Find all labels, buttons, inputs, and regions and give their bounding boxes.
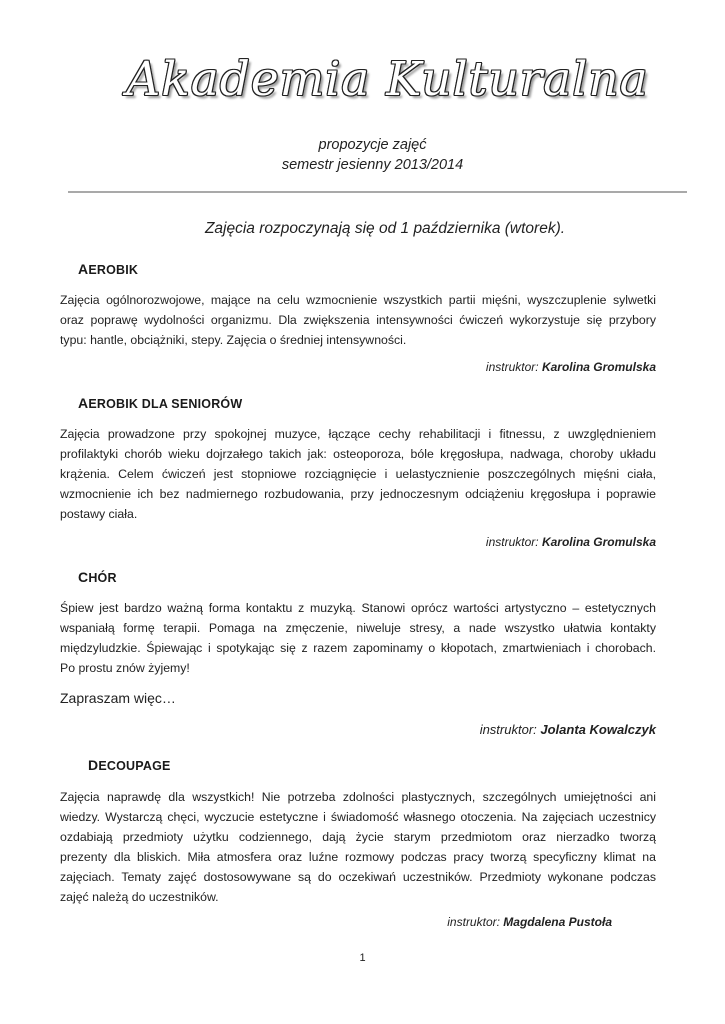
intro-text: Zajęcia rozpoczynają się od 1 października (wtorek). xyxy=(204,220,566,237)
heading-initial: D xyxy=(88,757,99,773)
header-divider xyxy=(68,191,687,193)
heading-initial: C xyxy=(78,569,89,585)
body-line: zajęć należą do uczestników. xyxy=(60,890,219,904)
heading-rest: HÓR xyxy=(88,571,117,585)
heading-initial: A xyxy=(78,261,89,277)
body-line: wiedzy. Wystarczą chęci, wyczucie estetyczne i świadomość własnego otoczenia. Na zajęciach uczestnicy xyxy=(60,810,656,824)
heading-rest: ECOUPAGE xyxy=(98,759,171,773)
choir-invitation: Zapraszam więc… xyxy=(60,690,176,706)
section-heading-aerobik-seniors xyxy=(78,395,242,411)
body-line: ozdabiają przedmioty użytku codziennego, dają życie starym przedmiotom oraz nierzadko tworzą xyxy=(60,830,656,844)
subtitle-line-1: propozycje zajęć xyxy=(318,137,427,153)
page-number: 1 xyxy=(359,952,366,964)
body-line: Zajęcia naprawdę dla wszystkich! Nie potrzeba zdolności plastycznych, szczególnych umiejętności ani xyxy=(60,790,656,804)
section-body-aerobik xyxy=(60,290,656,350)
body-line: postawy ciała. xyxy=(60,507,138,521)
instructor-choir xyxy=(480,722,656,737)
instructor-name: Jolanta Kowalczyk xyxy=(540,722,656,737)
instructor-decoupage xyxy=(447,915,612,929)
instructor-name: Karolina Gromulska xyxy=(541,360,656,374)
page-title: Akademia Kulturalna xyxy=(126,52,649,107)
instructor-label: instruktor: xyxy=(479,722,537,737)
section-body-decoupage xyxy=(60,787,656,907)
section-heading-decoupage xyxy=(88,757,171,773)
heading-rest: EROBIK xyxy=(88,263,139,277)
section-heading-choir xyxy=(78,569,117,585)
body-line: profilaktyki chorób wieku dojrzałego takich jak: osteoporoza, bóle kręgosłupa, nadwaga, choroby układu xyxy=(60,447,656,461)
section-heading-aerobik xyxy=(78,261,138,277)
body-line: zajęciach. Tematy zajęć dostosowywane są do oczekiwań uczestników. Przedmioty wykonane podczas xyxy=(60,870,656,884)
body-line: wspaniałą formę terapii. Pomaga na zmęczenie, niweluje stresy, a nade wszystko ułatwia kontakty xyxy=(60,621,656,635)
body-line: Zajęcia prowadzone przy spokojnej muzyce, łączące cechy rehabilitacji i fitnessu, z uwzględnieniem xyxy=(60,427,656,441)
body-line: Po prostu znów żyjemy! xyxy=(60,661,190,675)
body-line: prezenty dla bliskich. Miła atmosfera oraz luźne rozmowy podczas pracy tworzą specyficzny klimat na xyxy=(60,850,656,864)
instructor-aerobik xyxy=(486,360,656,374)
section-body-choir xyxy=(60,598,656,678)
heading-rest: EROBIK DLA SENIORÓW xyxy=(88,397,243,411)
body-line: wzmocnienie ich bez nadmiernego rozbudowania, przy jednoczesnym odciążeniu kręgosłupa i poprawie xyxy=(60,487,656,501)
body-line: Śpiew jest bardzo ważną forma kontaktu z muzyką. Stanowi oprócz wartości artystyczno – estetycznych xyxy=(60,601,656,615)
instructor-aerobik-seniors xyxy=(486,535,656,549)
instructor-label: instruktor: xyxy=(485,360,539,374)
body-line: oraz poprawę wydolności organizmu. Dla zwiększenia intensywności ćwiczeń wykorzystuje się przybory xyxy=(60,313,656,327)
instructor-name: Magdalena Pustoła xyxy=(503,915,612,929)
body-line: typu: hantle, obciążniki, stepy. Zajęcia o średniej intensywności. xyxy=(60,333,407,347)
body-line: krążenia. Celem ćwiczeń jest stopniowe rozciągnięcie i uelastycznienie poszczególnych mięśni ciała, xyxy=(60,467,656,481)
body-line: międzyludzkie. Śpiewając i spotykając się z razem zapominamy o kłopotach, zmartwieniach i chorobach. xyxy=(60,641,656,655)
instructor-label: instruktor: xyxy=(485,535,539,549)
subtitle-line-2: semestr jesienny 2013/2014 xyxy=(281,157,464,173)
instructor-label: instruktor: xyxy=(447,915,500,929)
body-line: Zajęcia ogólnorozwojowe, mające na celu wzmocnienie wszystkich partii mięśni, wyszczuplenie sylwetki xyxy=(60,293,656,307)
instructor-name: Karolina Gromulska xyxy=(541,535,656,549)
heading-initial: A xyxy=(78,395,89,411)
section-body-aerobik-seniors xyxy=(60,424,656,524)
